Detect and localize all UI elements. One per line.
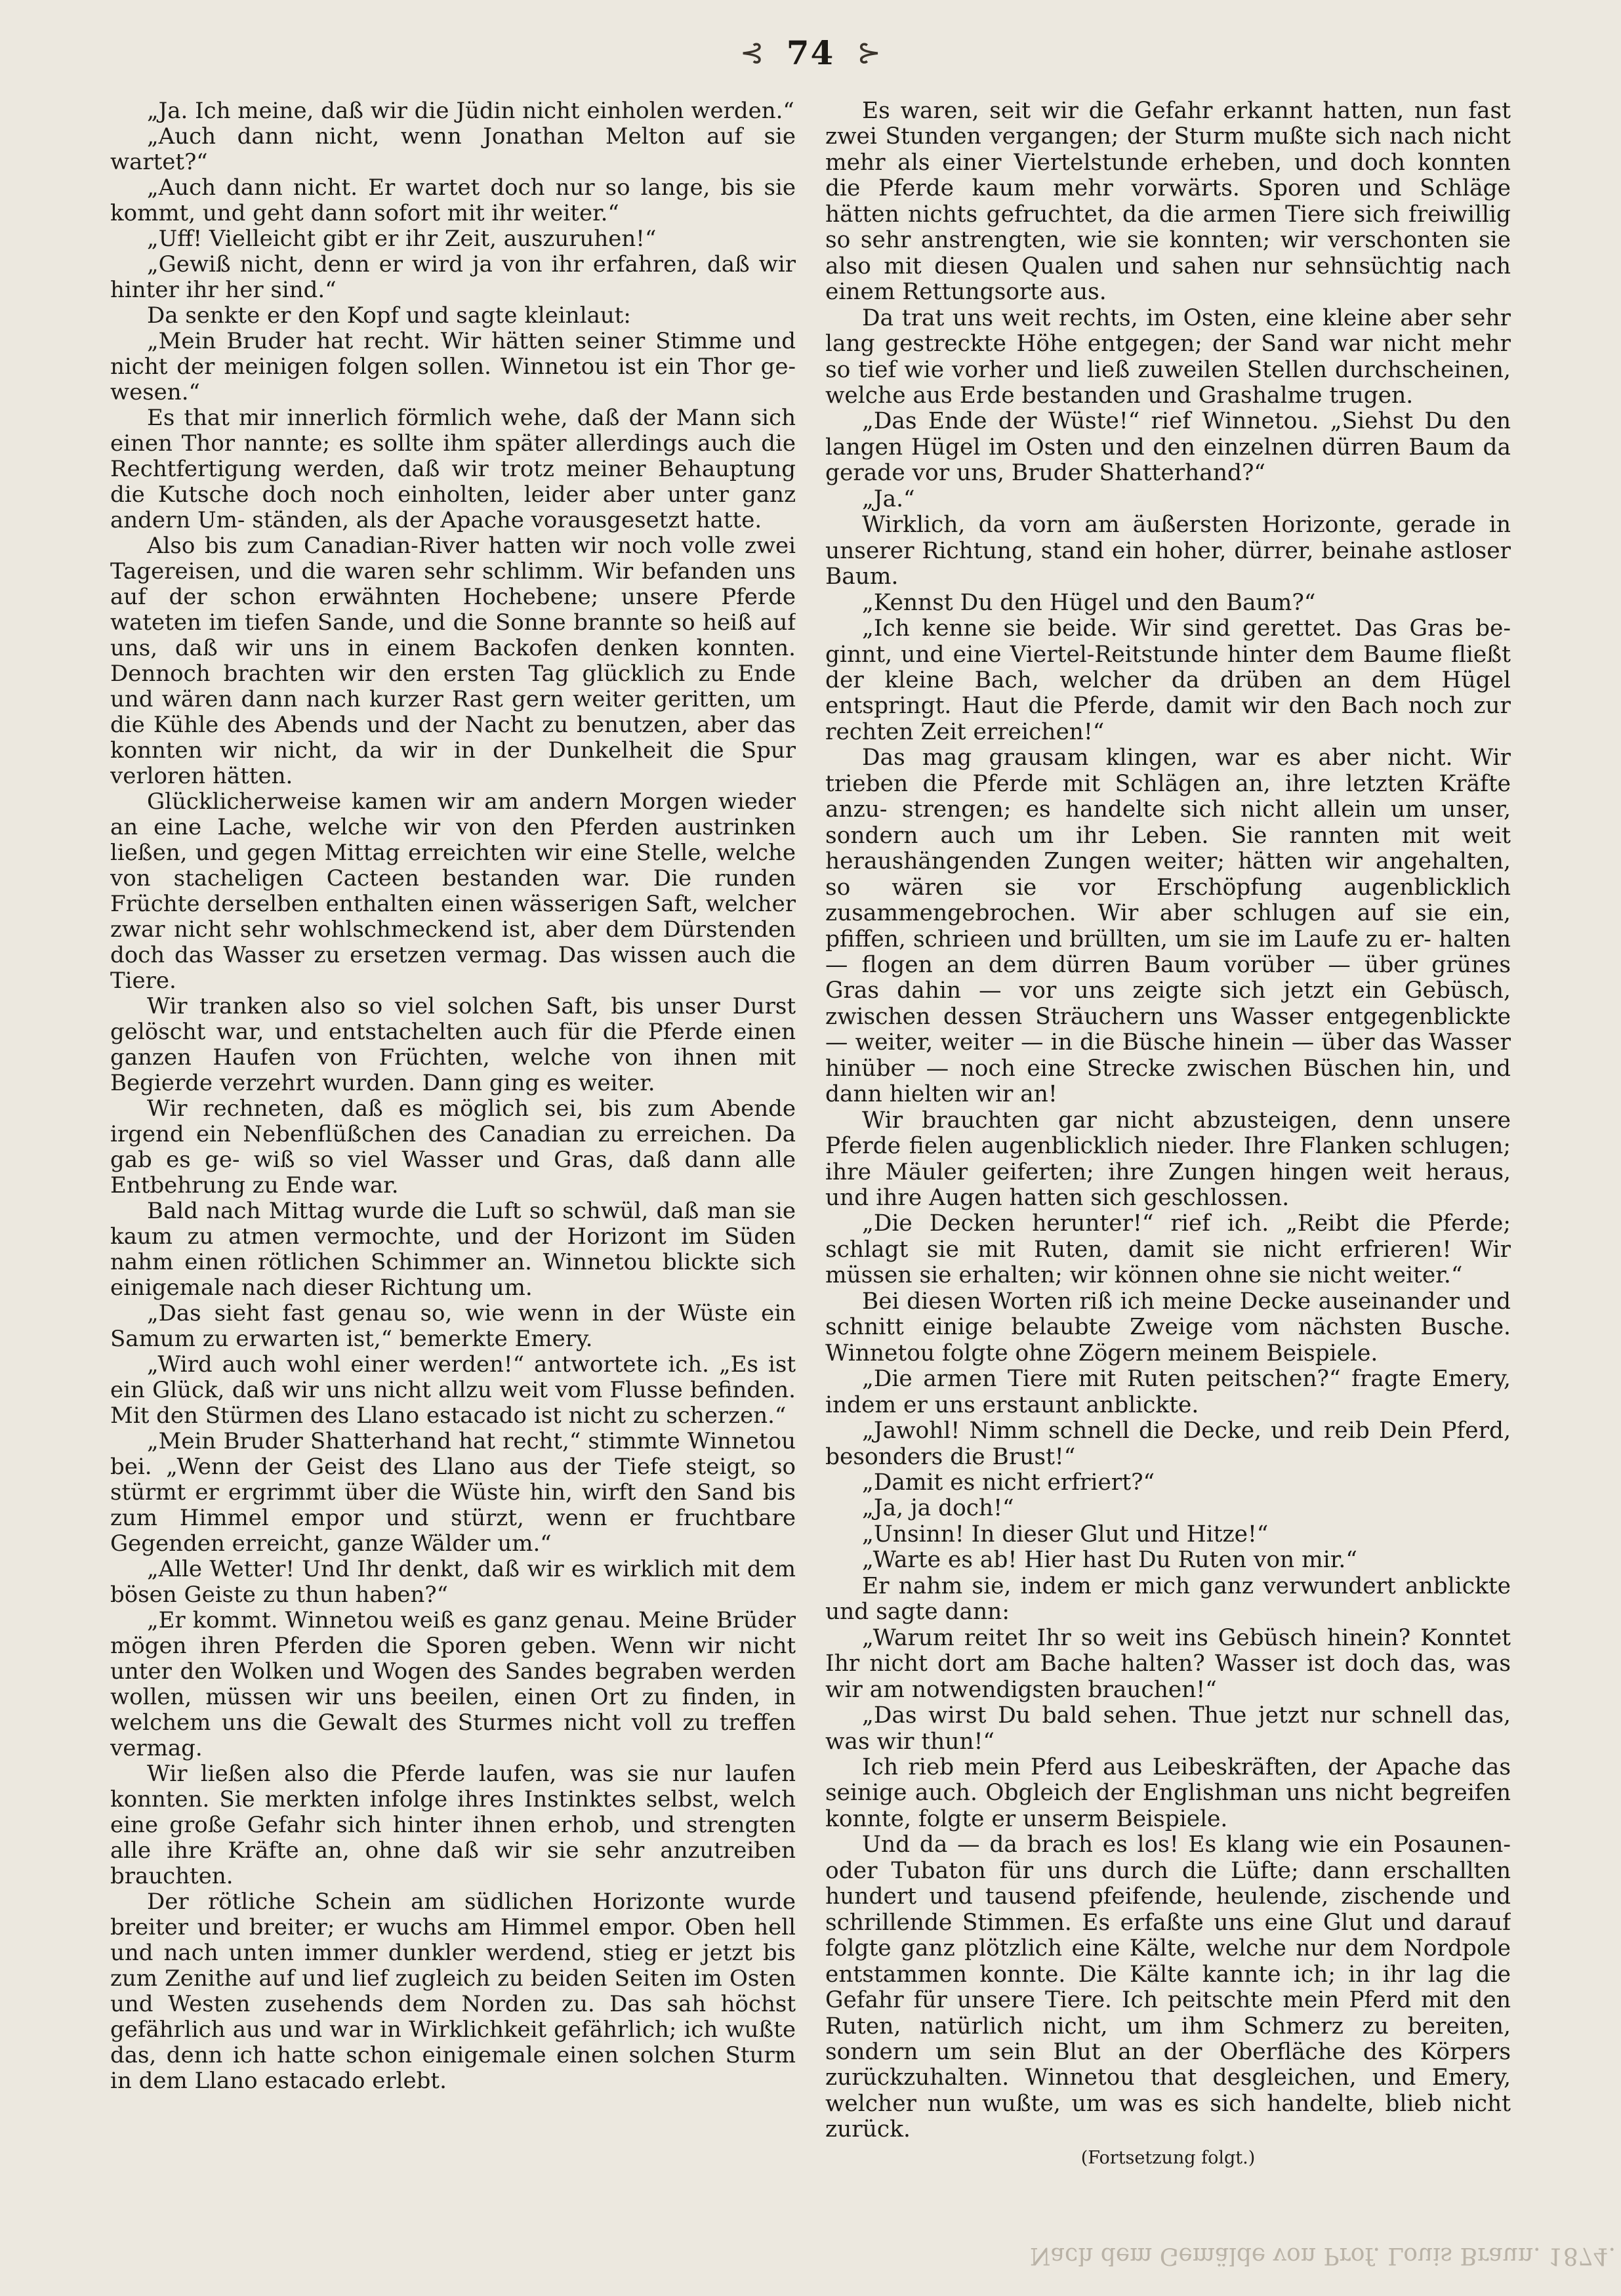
paragraph: Es that mir innerlich förmlich wehe, daß der Mann sich einen Thor nannte; es sollte ihm später allerdings auch die Rechtfertigung werden, daß wir trotz meiner Behauptung die Kutsche doch noch einholten, leider aber unter ganz andern Um- ständen, als der Apache vorausgesetzt hatte. [110, 405, 796, 533]
paragraph: „Wird auch wohl einer werden!“ antwortete ich. „Es ist ein Glück, daß wir uns nicht allzu weit vom Flusse befinden. Mit den Stürmen des Llano estacado ist nicht zu scherzen.“ [110, 1351, 796, 1429]
paragraph: „Damit es nicht erfriert?“ [862, 1469, 1155, 1496]
paragraph: „Ja. Ich meine, daß wir die Jüdin nicht einholen werden.“ [147, 98, 794, 124]
paragraph: Es waren, seit wir die Gefahr erkannt hatten, nun fast zwei Stunden vergangen; der Sturm mußte sich nach nicht mehr als einer Viertelstunde erheben, und doch konnten die Pferde kaum mehr vorwärts. Sporen und Schläge hätten nichts gefruchtet, da die armen Tiere sich freiwillig so sehr anstrengten, wie sie konnten; wir verschonten sie also mit diesen Qualen und sahen nur sehnsüchtig nach einem Rettungsorte aus. [825, 98, 1511, 306]
paragraph: Wir brauchten gar nicht abzusteigen, denn unsere Pferde fielen augenblicklich nieder. Ihre Flanken schlugen; ihre Mäuler geiferten; ihre Zungen hingen weit heraus, und ihre Augen hatten sich geschlossen. [825, 1107, 1511, 1212]
paragraph: „Das wirst Du bald sehen. Thue jetzt nur schnell das, was wir thun!“ [825, 1702, 1511, 1755]
paragraph: „Alle Wetter! Und Ihr denkt, daß wir es wirklich mit dem bösen Geiste zu thun haben?“ [110, 1556, 796, 1608]
continuation-note: (Fortsetzung folgt.) [1080, 2148, 1256, 2168]
paragraph: „Ja.“ [862, 485, 915, 512]
paragraph: „Uff! Vielleicht gibt er ihr Zeit, auszuruhen!“ [147, 226, 657, 252]
paragraph: „Auch dann nicht, wenn Jonathan Melton auf sie wartet?“ [110, 123, 796, 175]
paragraph: „Die armen Tiere mit Ruten peitschen?“ fragte Emery, indem er uns erstaunt anblickte. [825, 1366, 1511, 1418]
paragraph: „Die Decken herunter!“ rief ich. „Reibt die Pferde; schlagt sie mit Ruten, damit sie nicht erfrieren! Wir müssen sie erhalten; wir können ohne sie nicht weiter.“ [825, 1210, 1511, 1289]
paragraph: „Warum reitet Ihr so weit ins Gebüsch hinein? Konntet Ihr nicht dort am Bache halten? Wasser ist doch das, was wir am notwendigsten brauchen!“ [825, 1624, 1511, 1703]
ornament-left: ⊰ [739, 35, 764, 70]
paragraph: Wir rechneten, daß es möglich sei, bis zum Abende irgend ein Nebenflüßchen des Canadian zu erreichen. Da gab es ge- wiß so viel Wasser und Gras, daß dann alle Entbehrung zu Ende war. [110, 1096, 796, 1199]
page-header [0, 26, 1621, 79]
paragraph: Er nahm sie, indem er mich ganz verwundert anblickte und sagte dann: [825, 1572, 1511, 1626]
paragraph: Bei diesen Worten riß ich meine Decke auseinander und schnitt einige belaubte Zweige vom nächsten Busche. Winnetou folgte ohne Zögern meinem Beispiele. [825, 1288, 1511, 1366]
paragraph: „Warte es ab! Hier hast Du Ruten von mir.“ [862, 1547, 1357, 1574]
right-text-column [825, 98, 1511, 2165]
paragraph: „Mein Bruder Shatterhand hat recht,“ stimmte Winnetou bei. „Wenn der Geist des Llano aus der Tiefe steigt, so stürmt er ergrimmt über die Wüste hin, wirft den Sand bis zum Himmel empor und stürzt, wenn er fruchtbare Gegenden erreicht, ganze Wälder um.“ [110, 1428, 796, 1557]
paragraph: Wir ließen also die Pferde laufen, was sie nur laufen konnten. Sie merkten infolge ihres Instinktes selbst, welch eine große Gefahr sich hinter ihnen erhob, und strengten alle ihre Kräfte an, ohne daß wir sie sehr anzutreiben brauchten. [110, 1761, 796, 1889]
bleed-through-text: Nach dem Gemälde von Prof. Louis Braun. 1874. [1030, 2242, 1616, 2269]
paragraph: „Ja, ja doch!“ [862, 1495, 1014, 1522]
ornament-right: ⊱ [857, 35, 882, 70]
paragraph: Bald nach Mittag wurde die Luft so schwül, daß man sie kaum zu atmen vermochte, und der Horizont im Süden nahm einen rötlichen Schimmer an. Winnetou blickte sich einigemale nach dieser Richtung um. [110, 1198, 796, 1301]
paragraph: „Ich kenne sie beide. Wir sind gerettet. Das Gras be- ginnt, und eine Viertel-Reitstunde hinter dem Baume fließt der kleine Bach, welcher da drüben an dem Hügel entspringt. Haut die Pferde, damit wir den Bach noch zur rechten Zeit erreichen!“ [825, 615, 1511, 745]
left-text-column [110, 98, 796, 2165]
paragraph: „Kennst Du den Hügel und den Baum?“ [862, 589, 1316, 616]
paragraph: Der rötliche Schein am südlichen Horizonte wurde breiter und breiter; er wuchs am Himmel empor. Oben hell und nach unten immer dunkler werdend, stieg er jetzt bis zum Zenithe auf und lief zugleich zu beiden Seiten im Osten und Westen zusehends dem Norden zu. Das sah höchst gefährlich aus und war in Wirklichkeit gefährlich; ich wußte das, denn ich hatte schon einigemale einen solchen Sturm in dem Llano estacado erlebt. [110, 1889, 796, 2094]
paragraph: Das mag grausam klingen, war es aber nicht. Wir trieben die Pferde mit Schlägen an, ihre letzten Kräfte anzu- strengen; es handelte sich nicht allein um unser, sondern auch um ihr Leben. Sie rannten mit weit heraushängenden Zungen weiter; hätten wir angehalten, so wären sie vor Erschöpfung augenblicklich zusammengebrochen. Wir aber schlugen auf sie ein, pfiffen, schrieen und brüllten, um sie im Laufe zu er- halten — flogen an dem dürren Baum vorüber — über grünes Gras dahin — vor uns zeigte sich jetzt ein Gebüsch, zwischen dessen Sträuchern uns Wasser entgegenblickte — weiter, weiter — in die Büsche hinein — über das Wasser hinüber — noch eine Strecke zwischen Büschen hin, und dann hielten wir an! [825, 745, 1511, 1108]
paragraph: Also bis zum Canadian-River hatten wir noch volle zwei Tagereisen, und die waren sehr schlimm. Wir befanden uns auf der schon erwähnten Hochebene; unsere Pferde wateten im tiefen Sande, und die Sonne brannte so heiß auf uns, daß wir uns in einem Backofen denken konnten. Dennoch brachten wir den ersten Tag glücklich zu Ende und wären dann nach kurzer Rast gern weiter geritten, um die Kühle des Abends und der Nacht zu benutzen, aber das konnten wir nicht, da wir in der Dunkelheit die Spur verloren hätten. [110, 533, 796, 789]
paragraph: „Das sieht fast genau so, wie wenn in der Wüste ein Samum zu erwarten ist,“ bemerkte Emery. [110, 1300, 796, 1352]
page-number: 74 [786, 33, 835, 72]
paragraph: „Auch dann nicht. Er wartet doch nur so lange, bis sie kommt, und geht dann sofort mit ihr weiter.“ [110, 174, 796, 226]
paragraph: „Jawohl! Nimm schnell die Decke, und reib Dein Pferd, besonders die Brust!“ [825, 1418, 1511, 1470]
paragraph: Da trat uns weit rechts, im Osten, eine kleine aber sehr lang gestreckte Höhe entgegen; der Sand war nicht mehr so tief wie vorher und ließ zuweilen Stellen durchscheinen, welche aus Erde bestanden und Grashalme trugen. [825, 304, 1511, 409]
paragraph: Wir tranken also so viel solchen Saft, bis unser Durst gelöscht war, und entstachelten auch für die Pferde einen ganzen Haufen von Früchten, welche von ihnen mit Begierde verzehrt wurden. Dann ging es weiter. [110, 993, 796, 1096]
paragraph: „Das Ende der Wüste!“ rief Winnetou. „Siehst Du den langen Hügel im Osten und den einzelnen dürren Baum da gerade vor uns, Bruder Shatterhand?“ [825, 408, 1511, 487]
paragraph: Da senkte er den Kopf und sagte kleinlaut: [147, 302, 631, 329]
paragraph: „Er kommt. Winnetou weiß es ganz genau. Meine Brüder mögen ihren Pferden die Sporen geben. Wenn wir nicht unter den Wolken und Wogen des Sandes begraben werden wollen, müssen wir uns beeilen, einen Ort zu finden, in welchem uns die Gewalt des Sturmes nicht voll zu treffen vermag. [110, 1607, 796, 1761]
paragraph: „Unsinn! In dieser Glut und Hitze!“ [862, 1521, 1269, 1548]
paragraph: „Mein Bruder hat recht. Wir hätten seiner Stimme und nicht der meinigen folgen sollen. Winnetou ist ein Thor ge- wesen.“ [110, 328, 796, 405]
paragraph: Ich rieb mein Pferd aus Leibeskräften, der Apache das seinige auch. Obgleich der Englishman uns nicht begreifen konnte, folgte er unserm Beispiele. [825, 1754, 1511, 1832]
paragraph: Und da — da brach es los! Es klang wie ein Posaunen- oder Tubaton für uns durch die Lüfte; dann erschallten hundert und tausend pfeifende, heulende, zischende und schrillende Stimmen. Es erfaßte uns eine Glut und darauf folgte ganz plötzlich eine Kälte, welche nur dem Nordpole entstammen konnte. Die Kälte kannte ich; in ihr lag die Gefahr für unsere Tiere. Ich peitschte mein Pferd mit den Ruten, natürlich nicht, um ihm Schmerz zu bereiten, sondern um sein Blut an der Oberfläche des Körpers zurückzuhalten. Winnetou that desgleichen, und Emery, welcher nun wußte, um was es sich handelte, blieb nicht zurück. [825, 1832, 1511, 2143]
paragraph: Wirklich, da vorn am äußersten Horizonte, gerade in unserer Richtung, stand ein hoher, dürrer, beinahe astloser Baum. [825, 512, 1511, 590]
paragraph: „Gewiß nicht, denn er wird ja von ihr erfahren, daß wir hinter ihr her sind.“ [110, 251, 796, 303]
paragraph: Glücklicherweise kamen wir am andern Morgen wieder an eine Lache, welche wir von den Pferden austrinken ließen, und gegen Mittag erreichten wir eine Stelle, welche von stacheligen Cacteen bestanden war. Die runden Früchte derselben enthalten einen wässerigen Saft, welcher zwar nicht sehr wohlschmeckend ist, aber dem Dürstenden doch das Wasser zu ersetzen vermag. Das wissen auch die Tiere. [110, 789, 796, 994]
